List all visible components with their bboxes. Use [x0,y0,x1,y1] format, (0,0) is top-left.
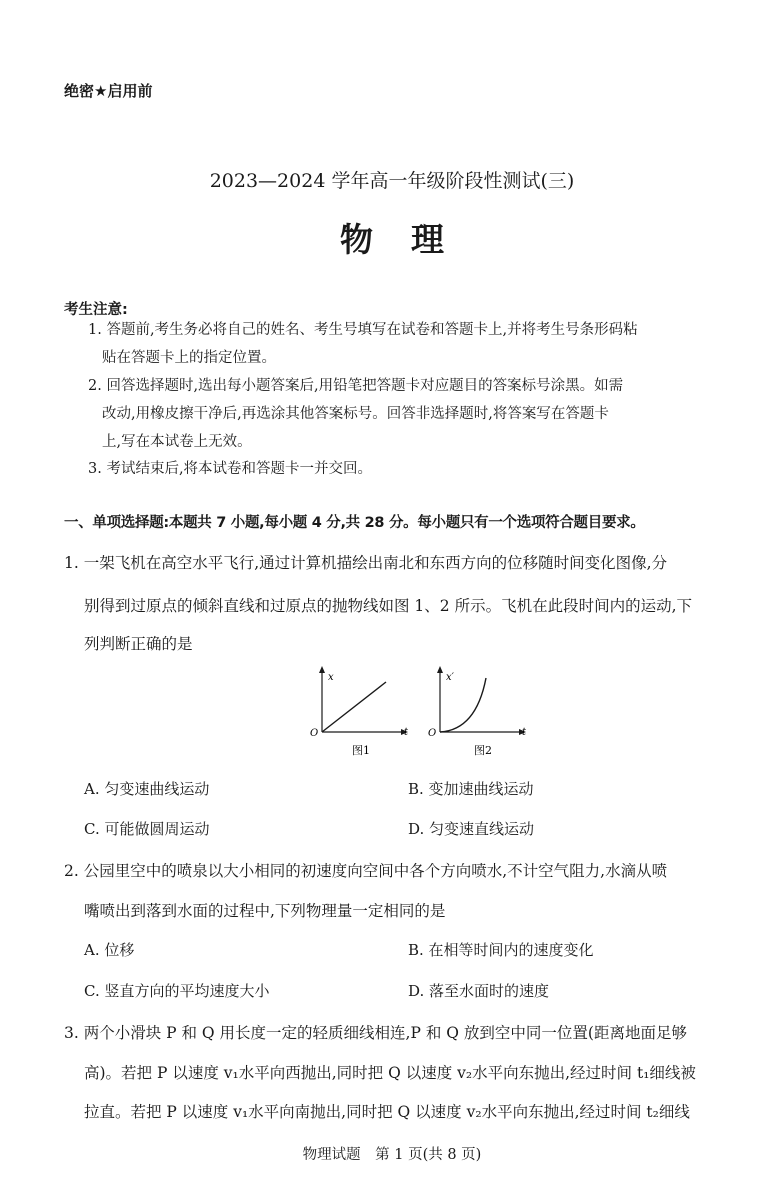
figure-2-y-label: x′ [446,672,454,683]
notice-line-2: 贴在答题卡上的指定位置。 [102,350,276,366]
q1-line-3: 列判断正确的是 [84,635,193,653]
figure-2-x-label: t [522,727,527,738]
q1-line-1: 1. 一架飞机在高空水平飞行,通过计算机描绘出南北和东西方向的位移随时间变化图像,分 [64,554,668,572]
figure-1-caption: 图1 [352,744,370,757]
q1-option-a: A. 匀变速曲线运动 [84,780,210,798]
q2-option-c: C. 竖直方向的平均速度大小 [84,982,270,1000]
q1-option-c: C. 可能做圆周运动 [84,820,210,838]
figure-1 [308,664,418,764]
figure-2 [426,664,536,764]
notice-line-4: 改动,用橡皮擦干净后,再选涂其他答案标号。回答非选择题时,将答案写在答题卡 [102,406,609,422]
subject-title: 物理 [340,220,482,259]
q3-line-3: 拉直。若把 P 以速度 v₁水平向南抛出,同时把 Q 以速度 v₂水平向东抛出,经过时间 t₂细线 [84,1103,690,1121]
notice-line-6: 3. 考试结束后,将本试卷和答题卡一并交回。 [88,461,373,477]
figure-2-parabola [440,678,486,732]
figure-2-origin: O [428,728,437,739]
figure-1-y-label: x [328,672,334,683]
q1-option-b: B. 变加速曲线运动 [408,780,534,798]
page-footer: 物理试题 第 1 页(共 8 页) [302,1147,482,1163]
q1-option-d: D. 匀变速直线运动 [408,820,535,838]
notice-line-1: 1. 答题前,考生务必将自己的姓名、考生号填写在试卷和答题卡上,并将考生号条形码粘 [88,322,638,338]
q2-line-2: 嘴喷出到落到水面的过程中,下列物理量一定相同的是 [84,902,446,920]
figure-1-line [322,682,386,732]
figure-2-caption: 图2 [474,744,492,757]
q2-option-b: B. 在相等时间内的速度变化 [408,941,594,959]
confidential-label: 绝密★启用前 [64,82,153,100]
notice-line-5: 上,写在本试卷上无效。 [102,434,252,450]
section-heading: 一、单项选择题:本题共 7 小题,每小题 4 分,共 28 分。每小题只有一个选项符合题目要求。 [64,515,645,531]
exam-title: 2023—2024 学年高一年级阶段性测试(三) [209,170,575,192]
q1-line-2: 别得到过原点的倾斜直线和过原点的抛物线如图 1、2 所示。飞机在此段时间内的运动,下 [84,597,693,615]
q3-line-2: 高)。若把 P 以速度 v₁水平向西抛出,同时把 Q 以速度 v₂水平向东抛出,经过时间 t₁细线被 [84,1064,696,1082]
q2-option-d: D. 落至水面时的速度 [408,982,550,1000]
figure-1-origin: O [310,728,319,739]
q3-line-1: 3. 两个小滑块 P 和 Q 用长度一定的轻质细线相连,P 和 Q 放到空中同一位置(距离地面足够 [64,1024,687,1042]
figure-1-x-label: t [404,727,409,738]
q2-option-a: A. 位移 [84,941,135,959]
notice-heading: 考生注意: [64,302,128,318]
notice-line-3: 2. 回答选择题时,选出每小题答案后,用铅笔把答题卡对应题目的答案标号涂黑。如需 [88,378,624,394]
q2-line-1: 2. 公园里空中的喷泉以大小相同的初速度向空间中各个方向喷水,不计空气阻力,水滴从喷 [64,862,668,880]
